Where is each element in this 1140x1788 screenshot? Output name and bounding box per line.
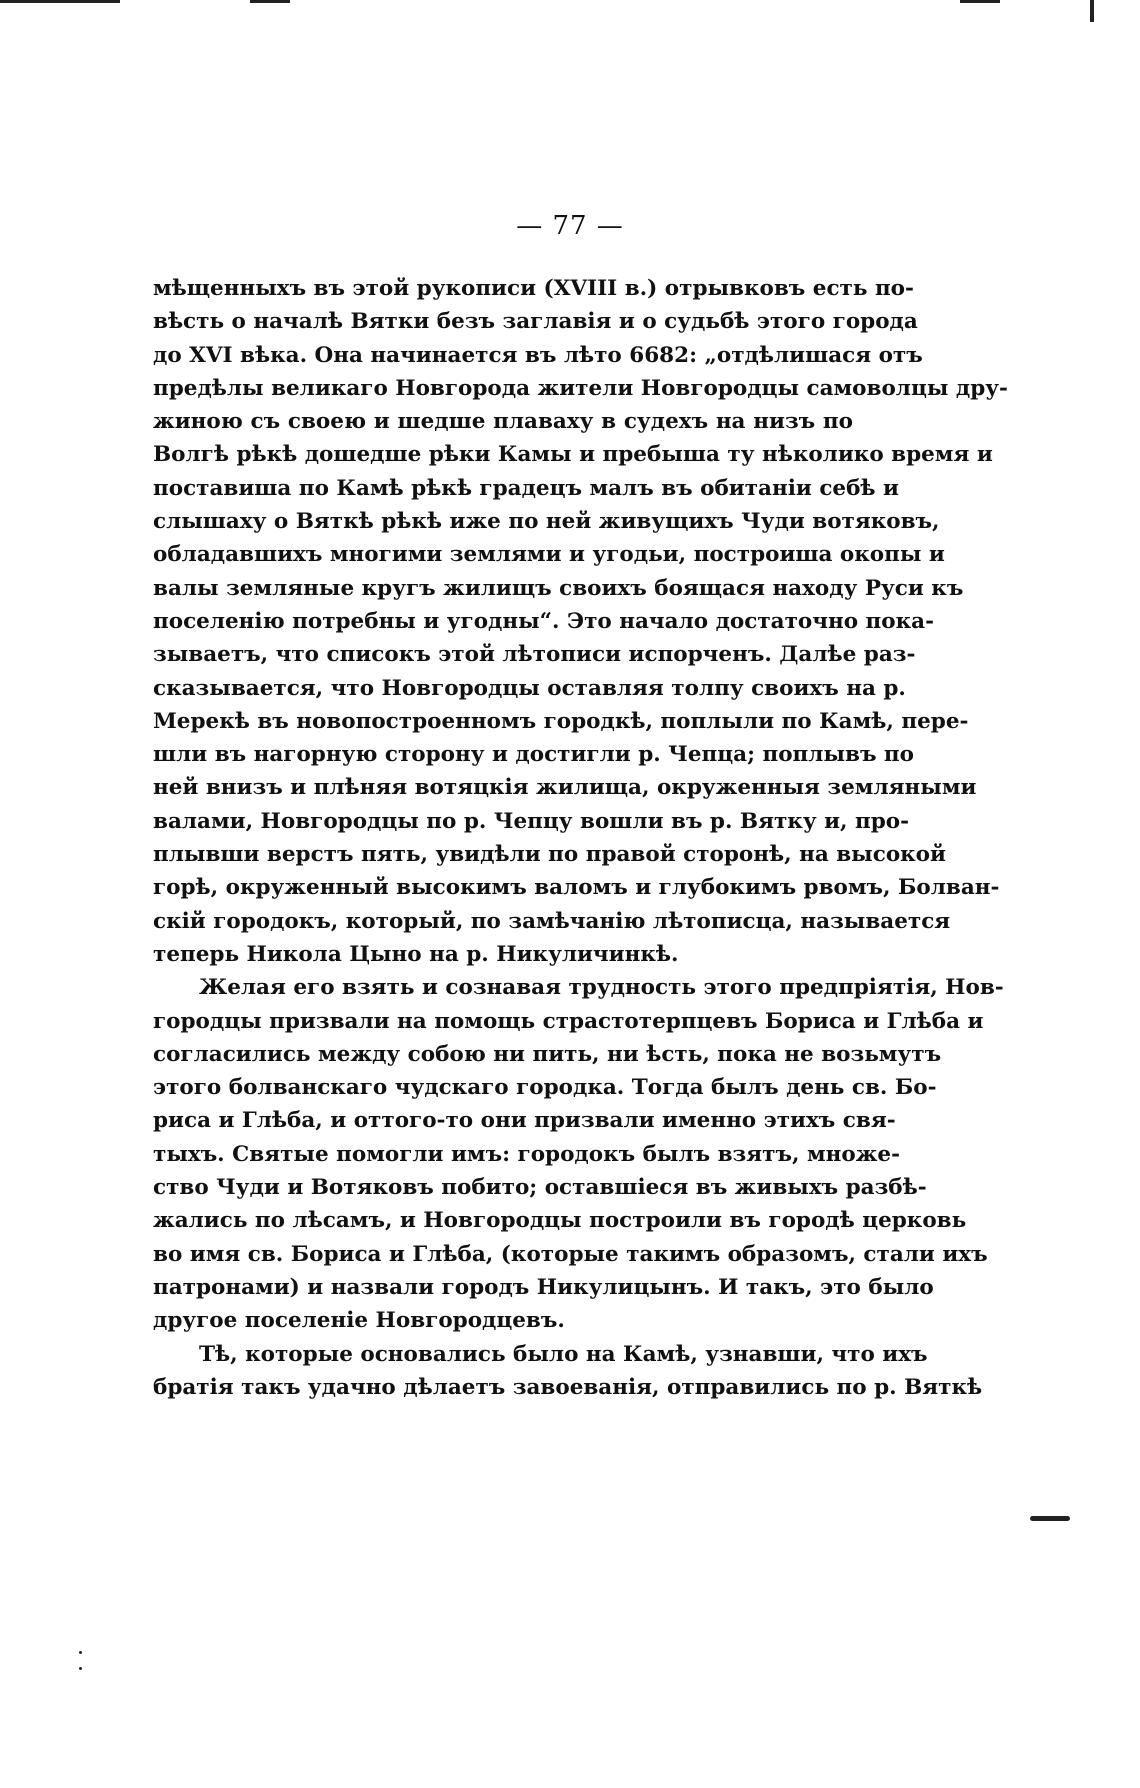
text-line: братія такъ удачно дѣлаетъ завоеванія, отправились по р. Вяткѣ xyxy=(153,1374,983,1400)
scan-mark-left-dot-1 xyxy=(79,1651,82,1654)
scan-mark-left-dot-2 xyxy=(79,1667,82,1670)
text-line: теперь Никола Цыно на р. Никуличинкѣ. xyxy=(153,941,679,967)
text-line: во имя св. Бориса и Глѣба, (которые такимъ образомъ, стали ихъ xyxy=(153,1241,988,1267)
body-text xyxy=(153,272,1008,1404)
text-line: тыхъ. Святые помогли имъ: городокъ былъ взятъ, множе- xyxy=(153,1141,901,1167)
text-line: жиною съ своею и шедше плаваху в судехъ на низъ по xyxy=(153,409,853,435)
text-line: патронами) и назвали городъ Никулицынъ. И такъ, это было xyxy=(153,1274,934,1300)
text-line: скій городокъ, который, по замѣчанію лѣтописца, называется xyxy=(153,908,951,934)
scan-mark-top-left xyxy=(0,0,120,3)
text-line: плывши верстъ пять, увидѣли по правой сторонѣ, на высокой xyxy=(153,842,946,868)
text-line: ней внизъ и плѣняя вотяцкія жилища, окруженныя земляными xyxy=(153,775,977,801)
scan-mark-top-center xyxy=(250,0,290,3)
text-line: этого болванскаго чудскаго городка. Тогда былъ день св. Бо- xyxy=(153,1075,937,1101)
text-line: жались по лѣсамъ, и Новгородцы построили въ городѣ церковь xyxy=(153,1208,967,1234)
text-line: валы земляные кругъ жилищъ своихъ боящася находу Руси къ xyxy=(153,575,964,601)
text-line: согласились между собою ни пить, ни ѣсть, пока не возьмутъ xyxy=(153,1041,942,1067)
page-number: — 77 — xyxy=(516,211,624,241)
text-line: городцы призвали на помощь страстотерпцевъ Бориса и Глѣба и xyxy=(153,1008,984,1034)
text-line: Тѣ, которые основались было на Камѣ, узнавши, что ихъ xyxy=(199,1341,928,1367)
text-line: вѣсть о началѣ Вятки безъ заглавія и о судьбѣ этого города xyxy=(153,309,918,335)
scan-mark-top-right xyxy=(960,0,1000,3)
text-line: риса и Глѣба, и оттого-то они призвали именно этихъ свя- xyxy=(153,1108,896,1134)
text-line: обладавшихъ многими землями и угодьи, построиша окопы и xyxy=(153,542,945,568)
text-line: предѣлы великаго Новгорода жители Новгородцы самоволцы дру- xyxy=(153,375,1008,401)
text-line: горѣ, окруженный высокимъ валомъ и глубокимъ рвомъ, Болван- xyxy=(153,875,1000,901)
text-line: Желая его взять и сознавая трудность этого предпріятія, Нов- xyxy=(199,975,1004,1001)
text-line: другое поселеніе Новгородцевъ. xyxy=(153,1308,565,1334)
text-line: Мерекѣ въ новопостроенномъ городкѣ, поплыли по Камѣ, пере- xyxy=(153,708,969,734)
text-line: ство Чуди и Вотяковъ побито; оставшіеся въ живыхъ разбѣ- xyxy=(153,1175,927,1201)
scan-mark-right-edge xyxy=(1090,0,1094,22)
text-line: поселенію потребны и угодны“. Это начало достаточно пока- xyxy=(153,608,935,634)
text-line: Волгѣ рѣкѣ дошедше рѣки Камы и пребыша ту нѣколико время и xyxy=(153,442,993,468)
text-line: мѣщенныхъ въ этой рукописи (XVIII в.) отрывковъ есть по- xyxy=(153,276,914,301)
text-line: сказывается, что Новгородцы оставляя толпу своихъ на р. xyxy=(153,675,906,701)
text-line: шли въ нагорную сторону и достигли р. Чепца; поплывъ по xyxy=(153,742,915,768)
text-line: зываетъ, что списокъ этой лѣтописи испорченъ. Далѣе раз- xyxy=(153,642,916,668)
text-line: слышаху о Вяткѣ рѣкѣ иже по ней живущихъ Чуди вотяковъ, xyxy=(153,509,940,535)
text-line: до XVI вѣка. Она начинается въ лѣто 6682: „отдѣлишася отъ xyxy=(153,342,923,368)
text-line: валами, Новгородцы по р. Чепцу вошли въ р. Вятку и, про- xyxy=(153,808,910,834)
scan-mark-right-smudge xyxy=(1030,1516,1070,1521)
text-line: поставиша по Камѣ рѣкѣ градецъ малъ въ обитаніи себѣ и xyxy=(153,475,899,501)
